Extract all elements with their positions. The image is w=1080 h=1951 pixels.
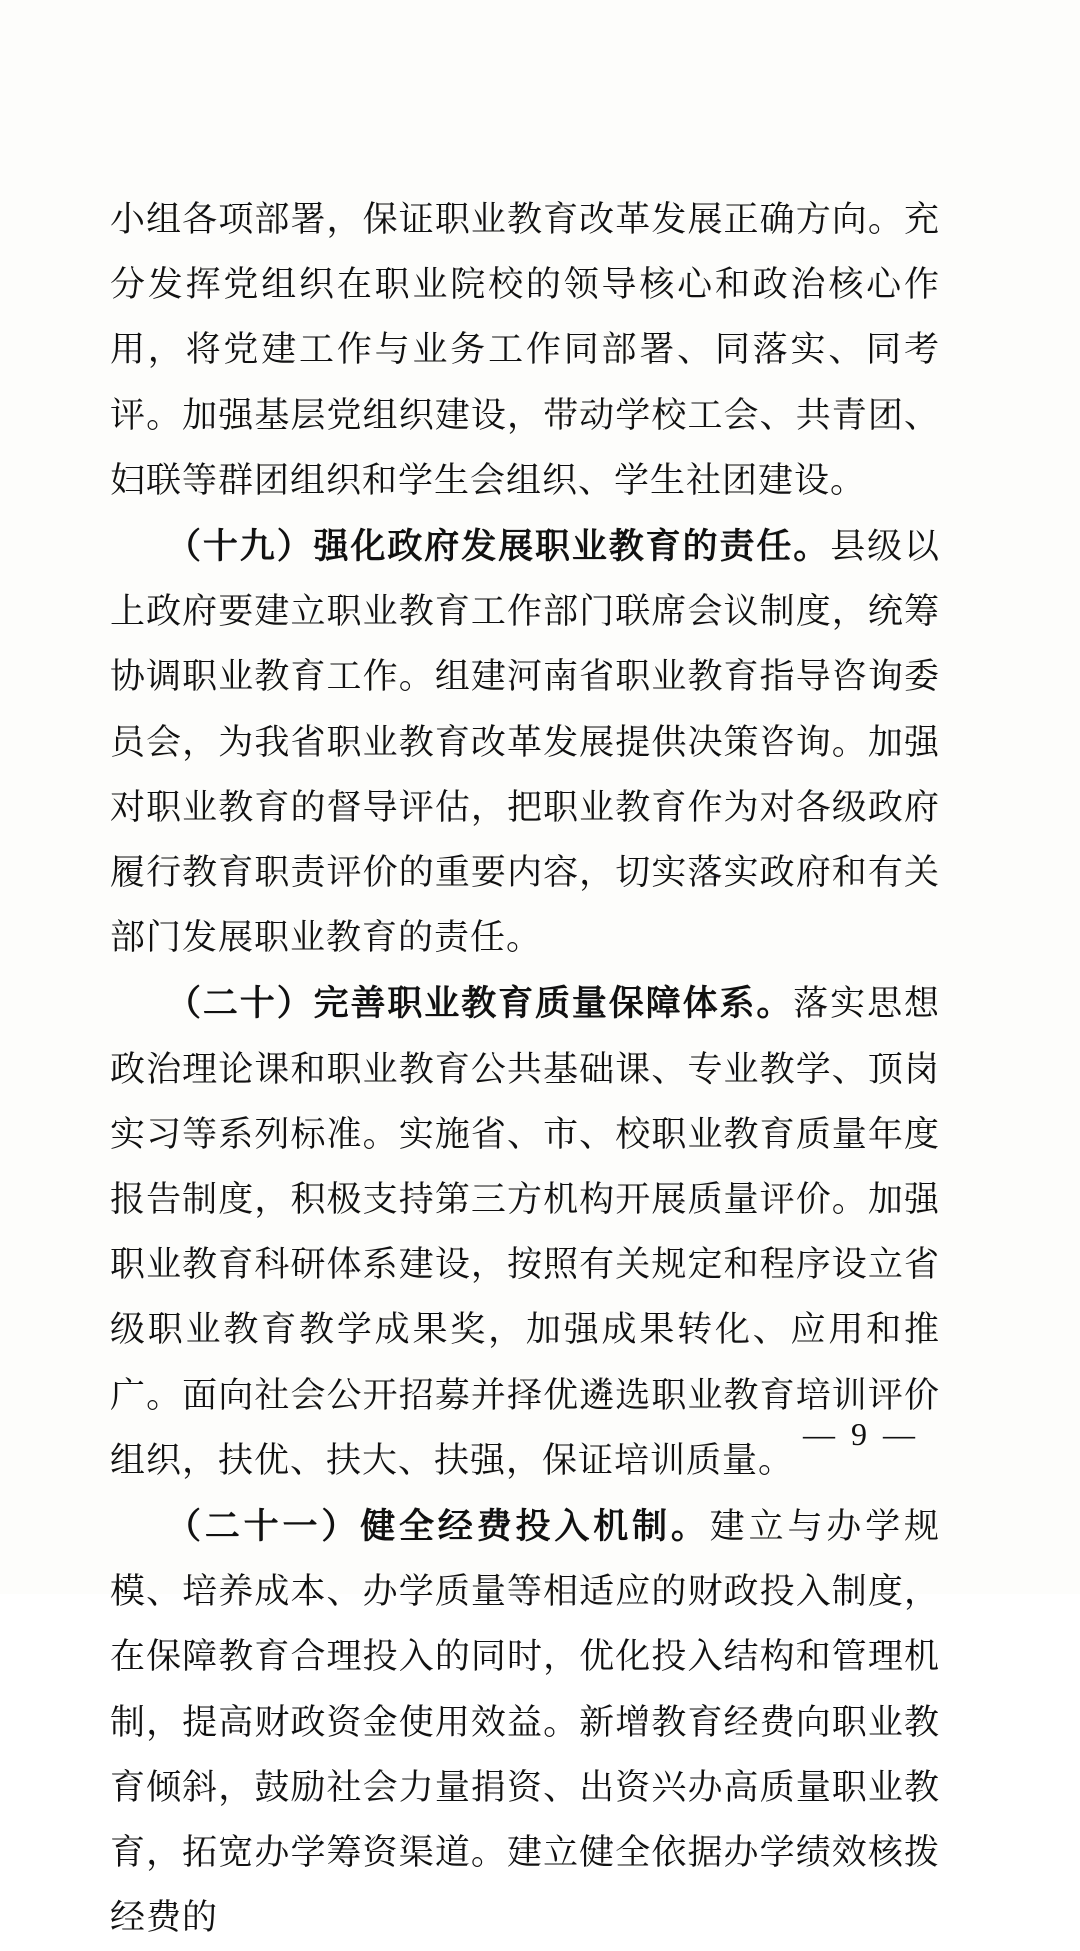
page-number: — 9 — xyxy=(803,1416,919,1452)
paragraph-1 xyxy=(110,188,940,514)
document-body xyxy=(110,188,940,1951)
paragraph-2-heading: （十九）强化政府发展职业教育的责任。 xyxy=(166,526,831,568)
paragraph-2 xyxy=(110,514,940,971)
paragraph-2-body: 县级以上政府要建立职业教育工作部门联席会议制度，统筹协调职业教育工作。组建河南省职业教育指导咨询委员会，为我省职业教育改革发展提供决策咨询。加强对职业教育的督导评估，把职业教育作为对各级政府履行教育职责评价的重要内容，切实落实政府和有关部门发展职业教育的责任。 xyxy=(110,527,940,959)
paragraph-3-body: 落实思想政治理论课和职业教育公共基础课、专业教学、顶岗实习等系列标准。实施省、市、校职业教育质量年度报告制度，积极支持第三方机构开展质量评价。加强职业教育科研体系建设，按照有关规定和程序设立省级职业教育教学成果奖，加强成果转化、应用和推广。面向社会公开招募并择优遴选职业教育培训评价组织，扶优、扶大、扶强，保证培训质量。 xyxy=(110,984,940,1481)
paragraph-4 xyxy=(110,1494,940,1951)
paragraph-4-heading: （二十一）健全经费投入机制。 xyxy=(166,1506,710,1548)
paragraph-3-heading: （二十）完善职业教育质量保障体系。 xyxy=(166,983,794,1025)
paragraph-4-body: 建立与办学规模、培养成本、办学质量等相适应的财政投入制度，在保障教育合理投入的同时，优化投入结构和管理机制，提高财政资金使用效益。新增教育经费向职业教育倾斜，鼓励社会力量捐资、出资兴办高质量职业教育，拓宽办学筹资渠道。建立健全依据办学绩效核拨经费的 xyxy=(110,1507,940,1939)
paragraph-1-body: 小组各项部署，保证职业教育改革发展正确方向。充分发挥党组织在职业院校的领导核心和政治核心作用，将党建工作与业务工作同部署、同落实、同考评。加强基层党组织建设，带动学校工会、共青团、妇联等群团组织和学生会组织、学生社团建设。 xyxy=(110,200,940,501)
